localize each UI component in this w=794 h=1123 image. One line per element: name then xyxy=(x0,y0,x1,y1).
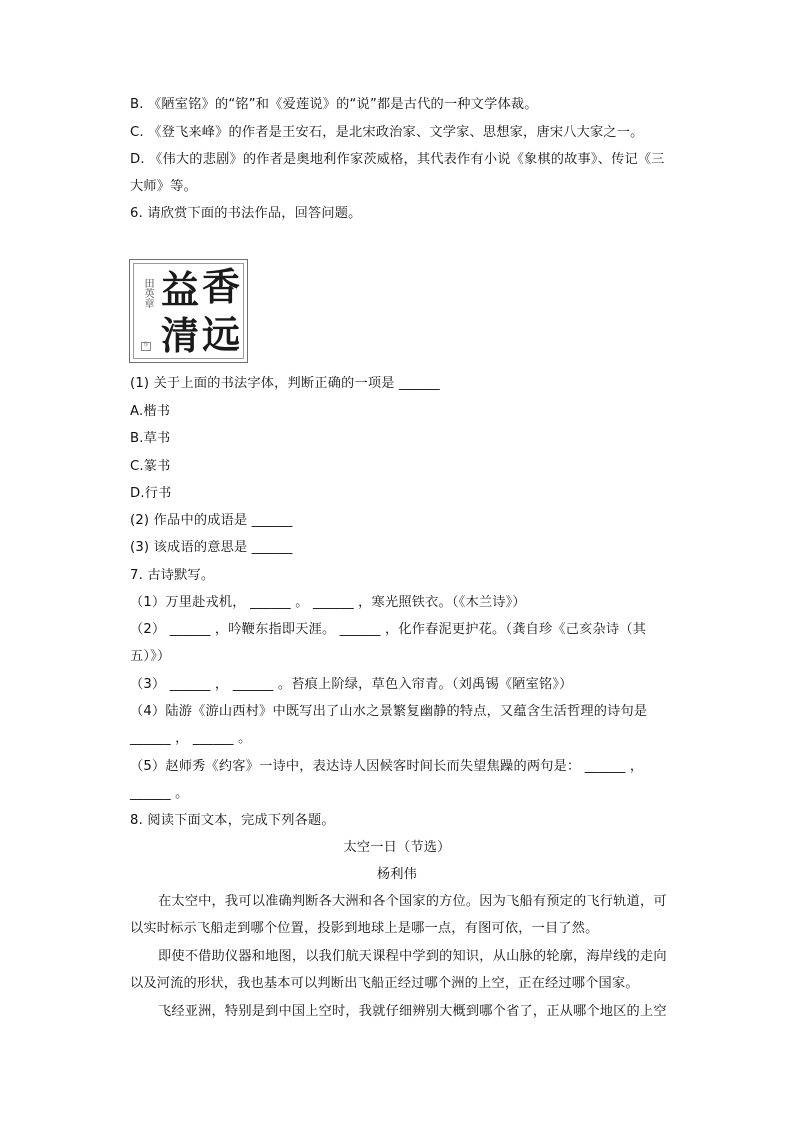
calligraphy-char: 清 xyxy=(161,313,200,358)
poem-item-3: （3） ______ ， ______ 。苔痕上阶绿，草色入帘青。（刘禹锡《陋室铭》） xyxy=(130,677,573,692)
paragraph-1-line-1: 在太空中，我可以准确判断各大洲和各个国家的方位。因为飞船有预定的飞行轨道，可 xyxy=(158,894,667,909)
choice-b: B.草书 xyxy=(130,431,171,446)
option-d: D. 《伟大的悲剧》的作者是奥地利作家茨威格，其代表作有小说《象棋的故事》、传记《三 xyxy=(130,152,665,167)
paragraph-2-line-1: 即使不借助仪器和地图，以我们航天课程中学到的知识，从山脉的轮廓，海岸线的走向 xyxy=(158,949,667,964)
poem-item-2: （2） ______ ，吟鞭东指即天涯。 ______ ，化作春泥更护花。（龚自珍《己亥杂诗（其 xyxy=(130,622,647,637)
question-6-3: (3) 该成语的意思是 ______ xyxy=(130,540,293,555)
poem-item-2-continued: 五）》） xyxy=(130,649,171,664)
poem-item-1: （1）万里赴戎机， ______ 。 ______ ，寒光照铁衣。（《木兰诗》） xyxy=(130,595,526,610)
poem-item-5-blanks: ______ 。 xyxy=(130,786,189,801)
passage-title: 太空一日（节选） xyxy=(343,840,451,855)
choice-d: D.行书 xyxy=(130,486,172,501)
option-b: B. 《陋室铭》的“铭”和《爱莲说》的“说”都是古代的一种文学体裁。 xyxy=(130,97,538,112)
question-6: 6. 请欣赏下面的书法作品，回答问题。 xyxy=(130,206,362,221)
passage-author: 杨利伟 xyxy=(376,867,418,882)
option-c: C. 《登飞来峰》的作者是王安石，是北宋政治家、文学家、思想家，唐宋八大家之一。 xyxy=(130,125,644,140)
question-6-1: (1) 关于上面的书法字体，判断正确的一项是 ______ xyxy=(130,376,440,391)
choice-c: C.篆书 xyxy=(130,459,171,474)
paragraph-3-line-1: 飞经亚洲，特别是到中国上空时，我就仔细辨别大概到哪个省了，正从哪个地区的上空 xyxy=(158,1004,667,1019)
paragraph-2-line-2: 以及河流的形状，我也基本可以判断出飞船正经过哪个洲的上空，正在经过哪个国家。 xyxy=(130,976,639,991)
poem-item-4-blanks: ______ ， ______ 。 xyxy=(130,731,252,746)
calligraphy-char: 远 xyxy=(202,312,241,357)
calligraphy-signature: 田英章 xyxy=(142,278,153,308)
calligraphy-char: 香 xyxy=(202,264,241,309)
question-6-2: (2) 作品中的成语是 ______ xyxy=(130,513,293,528)
calligraphy-image xyxy=(129,259,248,363)
calligraphy-char: 益 xyxy=(161,267,200,312)
question-7: 7. 古诗默写。 xyxy=(130,568,215,583)
paragraph-1-line-2: 以实时标示飞船走到哪个位置，投影到地球上是哪一点，有图可依，一目了然。 xyxy=(130,921,599,936)
question-8: 8. 阅读下面文本，完成下列各题。 xyxy=(130,813,335,828)
option-d-continued: 大师》等。 xyxy=(130,179,197,194)
poem-item-4: （4）陆游《游山西村》中既写出了山水之景繁复幽静的特点，又蕴含生活哲理的诗句是 xyxy=(130,704,648,719)
poem-item-5: （5）赵师秀《约客》一诗中，表达诗人因候客时间长而失望焦躁的两句是： ______ ， xyxy=(130,759,644,774)
seal-stamp: 印 xyxy=(141,342,151,351)
choice-a: A.楷书 xyxy=(130,404,171,419)
